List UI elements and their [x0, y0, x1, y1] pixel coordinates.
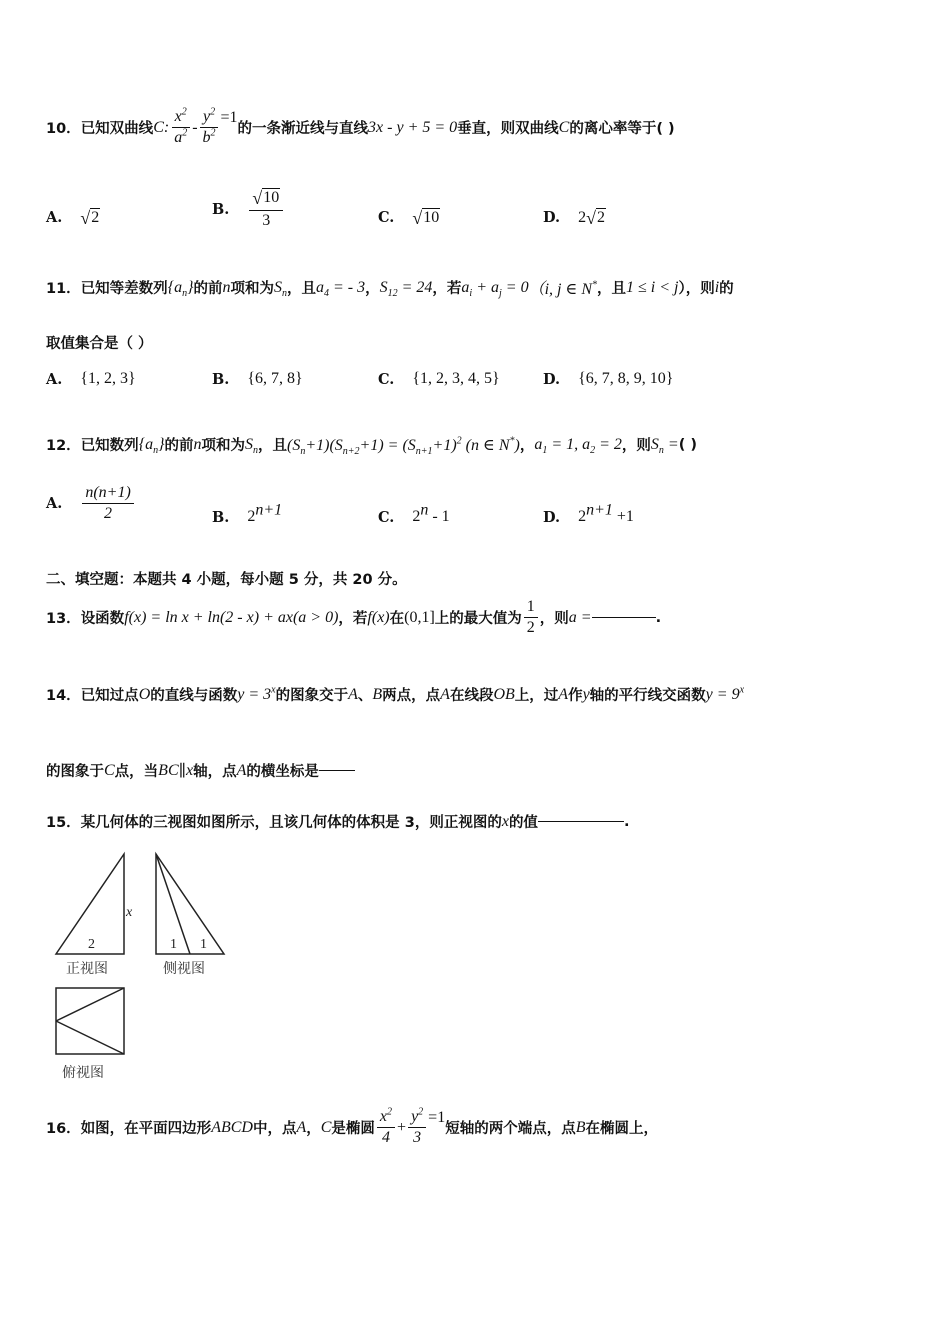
- q12-option-d[interactable]: D. $2^{n+1} +1$: [543, 501, 634, 526]
- top-view: [56, 988, 124, 1054]
- q15-number: 15．: [46, 815, 81, 831]
- q10-frac-x: $\frac{x^2}{a^2}$: [171, 108, 190, 147]
- q13-stem: 13． 设函数 f(x) = ln x + ln(2 - x) + ax(a > 0) ，若 f(x) 在 (0,1] 上的最大值为 $\frac{1}{2}$ ，则 a = .: [46, 598, 662, 636]
- q12-stem: 12． 已知数列 $\{a_n\}$ 的前 n 项和为 $S_n$ ，且 $(S_n+1)(S_{n+2}+1) = (S_{n+1}+1)^2$ (n ∈ N*) ， $a_1 = 1$, $a_2 = 2$ ，则 $S_n$ = ( ): [46, 435, 698, 457]
- q13-answer-blank[interactable]: [592, 617, 656, 618]
- q12-option-c[interactable]: C. 2$^n$ - 1: [378, 501, 450, 526]
- front-view: [56, 854, 133, 954]
- q11-number: 11．: [46, 281, 81, 297]
- front-view-height-label: x: [126, 905, 133, 920]
- top-view-label: 俯视图: [62, 1065, 104, 1081]
- q15-stem: 15． 某几何体的三视图如图所示，且该几何体的体积是 3，则正视图的 x 的值 .: [46, 812, 630, 831]
- front-view-label: 正视图: [66, 961, 108, 977]
- q10-frac-y: $\frac{y^2}{b^2}$: [200, 108, 219, 147]
- q14-answer-blank[interactable]: [319, 770, 355, 771]
- q14-number: 14．: [46, 688, 81, 704]
- q11-option-c[interactable]: C. {1, 2, 3, 4, 5}: [378, 370, 500, 388]
- q14-stem-line2: 的图象于 C 点，当 BC ∥ x 轴，点 A 的横坐标是: [46, 760, 910, 781]
- side-view: [156, 854, 224, 954]
- q15-answer-blank[interactable]: [538, 821, 624, 822]
- section-fill-in-header: 二、填空题：本题共 4 小题，每小题 5 分，共 20 分。: [46, 572, 407, 588]
- q10-option-a[interactable]: A. √ 2: [46, 208, 100, 228]
- side-view-left-label: 1: [170, 937, 177, 952]
- side-view-label: 侧视图: [163, 961, 205, 977]
- q10-option-d[interactable]: D. 2 √ 2: [543, 208, 605, 228]
- front-view-base-label: 2: [88, 937, 95, 952]
- q16-stem: 16． 如图，在平面四边形 ABCD 中，点 A ， C 是椭圆 $\frac{x^2}{4}$ + $\frac{y^2}{3}$ =1 短轴的两个端点，点 B 在椭圆上，: [46, 1106, 658, 1146]
- q12-relation: $(S_n+1)(S_{n+2}+1) = (S_{n+1}+1)^2$ (n ∈ N*): [287, 435, 520, 457]
- q11-stem-line2: 取值集合是（ ）: [46, 336, 153, 352]
- q10-line-eq: 3x - y + 5 = 0: [368, 118, 458, 136]
- q11-option-b[interactable]: B. {6, 7, 8}: [212, 370, 303, 388]
- q10-option-c[interactable]: C. √ 10: [378, 208, 440, 228]
- q12-option-b[interactable]: B. $2^{n+1}$: [212, 501, 283, 526]
- q10-option-b[interactable]: B. √ 10 3: [212, 188, 285, 230]
- q14-stem: 14． 已知过点 O 的直线与函数 $y = 3^x$ 的图象交于 A 、 B 两点，点 A 在线段 OB 上，过 A 作 y 轴的平行线交函数 $y = 9^x$: [46, 684, 745, 704]
- q12-option-a[interactable]: A. $\frac{n(n+1)}{2}$: [46, 484, 136, 523]
- q16-number: 16．: [46, 1121, 81, 1137]
- q12-number: 12．: [46, 438, 81, 454]
- q11-option-d[interactable]: D. {6, 7, 8, 9, 10}: [543, 370, 674, 388]
- q10-stem: 10． 已知双曲线 C: $\frac{x^2}{a^2}$ - $\frac{y^2}{b^2}$ =1 的一条渐近线与直线 3x - y + 5 = 0 垂直，则双曲线 C 的离心率等于( ): [46, 106, 675, 146]
- side-view-right-label: 1: [200, 937, 207, 952]
- q10-number: 10．: [46, 121, 81, 137]
- q11-option-a[interactable]: A. {1, 2, 3}: [46, 370, 136, 388]
- q13-number: 13．: [46, 611, 81, 627]
- q11-stem: 11． 已知等差数列 $\{a_n\}$ 的前 n 项和为 $S_n$ ，且 $a_4$ = - 3 ， $S_{12} = 24$ ，若 $a_i + a_j = 0$ （i, j ∈ N* ，且 1 ≤ i < j ），则 i 的: [46, 278, 734, 299]
